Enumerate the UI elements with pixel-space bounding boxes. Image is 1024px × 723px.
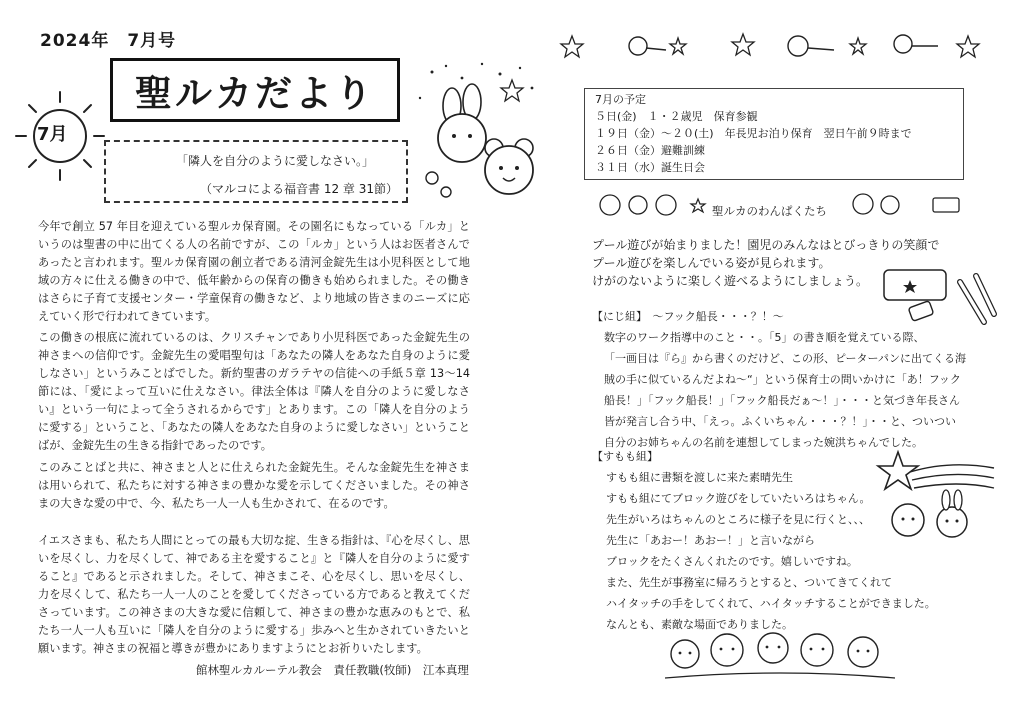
sumomo-line: 先生に「あおー！あおー！」と言いながら (606, 534, 815, 547)
niji-line: 皆が発言し合う中、「えっ。ふくいちゃん・・・？！」・・と、ついつい (604, 415, 956, 428)
bible-reference: （マルコによる福音書 12 章 31節） (200, 182, 398, 196)
issue-date: 2024年 7月号 (40, 31, 177, 51)
bible-verse-box (104, 140, 408, 203)
signature: 館林聖ルカルーテル教会 責任教職(牧師) 江本真理 (196, 663, 469, 677)
sumomo-line: ブロックをたくさんくれたのです。嬉しいですね。 (606, 555, 858, 568)
intro-line: プール遊びが始まりました！園児のみんなはとびっきりの笑顔で (592, 238, 940, 252)
intro-line: プール遊びを楽しんでいる姿が見られます。 (592, 256, 831, 270)
love-paragraph: このみことばと共に、神さまと人とに仕えられた金錠先生。そんな金錠先生を神さまは用いられて、私たちに対する神さまの豊かな愛を示してくださいました。その神さまの大きな愛の中で、今、私たち一人一人も生かされて、在るのです。 (38, 461, 470, 510)
stars-children-border (558, 28, 998, 70)
niji-line: 数字のワーク指導中のこと・・。「5」の書き順を覚えている際、 (604, 331, 925, 344)
shooting-star-cats-illustration (870, 448, 1000, 558)
schedule-item: ５日(金) １・２歳児 保育参観 (595, 110, 758, 123)
schedule-box (584, 88, 964, 180)
kids-section-title: 聖ルカのわんぱくたち (712, 204, 827, 218)
niji-class-section (592, 306, 966, 453)
sumomo-line: すもも組に書類を渡しに来た素晴先生 (606, 471, 793, 484)
intro-line: けがのないように楽しく遊べるようにしましょう。 (592, 274, 869, 288)
closing-paragraph: イエスさまも、私たち人間にとっての最も大切な掟、生きる指針は、『心を尽くし、思いを尽くし、力を尽くして、神である主を愛すること』と『隣人を自分のように愛すること』であると示されました。そして、神さまこそ、心を尽くし、思いを尽くし、力を尽くして、私たち一人一人のことを愛してくださっている方であると教えてくださっています。この神さまの大きな愛に信頼して、神さまの豊かな恵みのもとで、私たち一人一人も互いに「隣人を自分のように愛する」歩みへと生かされていきたいと願います。神さまの祝福と導きが豊かにありますようにとお祈りいたします。 (38, 534, 470, 655)
schedule-heading: 7月の予定 (595, 93, 646, 106)
bible-verse: 「隣人を自分のように愛しなさい。」 (176, 154, 375, 168)
children-group-illustration (665, 620, 895, 682)
schedule-item: ３１日（水）誕生日会 (595, 161, 705, 174)
bear-rabbit-illustration (412, 58, 542, 208)
sumomo-line: ハイタッチの手をしてくれて、ハイタッチすることができました。 (606, 597, 936, 610)
intro-paragraph: 今年で創立 57 年目を迎えている聖ルカ保育園。その園名にもなっている「ルカ」というのは聖書の中に出てくる人の名前ですが、この「ルカ」という人はお医者さんであったと言われます。聖ルカ保育園の創立者である清河金錠先生は小児科医として地域の方々に仕える働きの中で、低年齢からの保育の働きも始められました。その働きはさらに子育て支援センター・学童保育の働きなど、より地域の皆さまのニーズに応えていく形で行われてきています。 (38, 220, 470, 323)
niji-line: 賊の手に似ているんだよね～“」という保育士の問いかけに「あ！フック (604, 373, 961, 386)
sumomo-line: なんとも、素敵な場面でありました。 (606, 618, 793, 631)
niji-line: 船長！」「フック船長！」「フック船長だぁ～！」・・・と気づき年長さん (604, 394, 960, 407)
schedule-item: ２６日（金）避難訓練 (595, 144, 705, 157)
niji-line: 「一画目は『ら』から書くのだけど、この形、ピーターパンに出てくる海 (604, 352, 967, 365)
schedule-item: １９日（金）～２０(土) 年長児お泊り保育 翌日午前９時まで (595, 127, 912, 140)
niji-heading: 【にじ組】 ～フック船長・・・？！～ (592, 310, 784, 323)
niji-line: 自分のお姉ちゃんの名前を連想してしまった婉洪ちゃんでした。 (604, 436, 923, 449)
sumomo-heading: 【すもも組】 (592, 450, 658, 463)
newsletter-title: 聖ルカだより (110, 58, 400, 122)
sumomo-line: 先生がいろはちゃんのところに様子を見に行くと、、、 (606, 513, 870, 526)
sumomo-line: また、先生が事務室に帰ろうとすると、ついてきてくれて (606, 576, 892, 589)
faith-paragraph: この働きの根底に流れているのは、クリスチャンであり小児科医であった金錠先生の神さまへの信仰です。金錠先生の愛唱聖句は「あなたの隣人をあなた自身のように愛しなさい」というみことばでした。新約聖書のガラテヤの信徒への手紙５章 13～14節には、「愛によって互いに仕えなさい。律法全体は『隣人を自分のように愛しなさい』という一句によって全うされるからです」とあります。この「隣人を自分のように愛する」ということ、「あなたの隣人をあなた自身のように愛しなさい」ということばが、金錠先生の生きる指針であったのです。 (38, 331, 470, 452)
month-badge: 7月 (37, 124, 68, 145)
sumomo-line: すもも組にてブロック遊びをしていたいろはちゃん。 (606, 492, 871, 505)
